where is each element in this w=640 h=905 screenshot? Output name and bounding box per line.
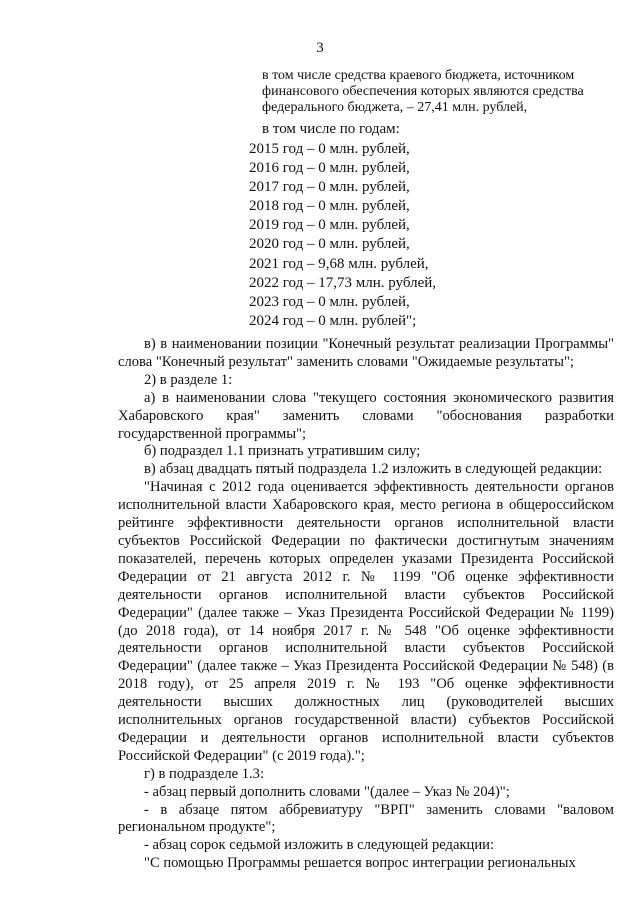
year-item: 2022 год – 17,73 млн. рублей, <box>249 274 437 291</box>
year-item: 2019 год – 0 млн. рублей, <box>249 217 410 234</box>
year-item: 2015 год – 0 млн. рублей, <box>249 141 410 157</box>
paragraph: "С помощью Программы решается вопрос интеграции региональных <box>144 855 576 872</box>
paragraph: - абзац сорок седьмой изложить в следующей редакции: <box>144 837 495 854</box>
paragraph: г) в подразделе 1.3: <box>144 765 265 782</box>
page-number: 3 <box>316 40 324 56</box>
paragraph: "Начиная с 2012 года оценивается эффективность деятельности органов исполнительной власти Хабаровского края, место региона в общероссийском рейтинге эффективности деятельности органов исполнительной власти субъектов Российской Федерации по фактически достигнутым значениям показателей, перечень которых определен указами Президента Российской Федерации от 21 августа 2012 г. № 1199 "Об оценке эффективности деятельности органов исполнительной власти субъектов Российской Федерации" (далее также – Указ Президента Российской Федерации № 1199) (до 2018 года), от 14 ноября 2017 г. № 548 "Об оценке эффективности деятельности органов исполнительной власти субъектов Российской Федерации" (далее также – Указ Президента Российской Федерации № 548) (в 2018 году), от 25 апреля 2019 г. № 193 "Об оценке эффективности деятельности высших должностных лиц (руководителей высших исполнительных органов государственной власти) субъектов Российской Федерации и деятельности органов исполнительной власти субъектов Российской Федерации" (с 2019 года)."; <box>118 479 614 764</box>
year-item: 2021 год – 9,68 млн. рублей, <box>249 255 429 272</box>
paragraph: б) подраздел 1.1 признать утратившим силу; <box>144 443 421 460</box>
year-item: 2016 год – 0 млн. рублей, <box>249 160 410 177</box>
year-item: 2018 год – 0 млн. рублей, <box>249 198 410 215</box>
year-item: 2023 год – 0 млн. рублей, <box>249 293 410 310</box>
paragraph: 2) в разделе 1: <box>144 371 233 388</box>
year-item: 2017 год – 0 млн. рублей, <box>249 179 410 196</box>
year-list <box>249 140 436 331</box>
year-item: 2020 год – 0 млн. рублей, <box>249 236 410 253</box>
paragraph: а) в наименовании слова "текущего состояния экономического развития Хабаровского края" заменить словами "обоснования разработки государственной программы"; <box>118 389 614 442</box>
paragraph: в) в наименовании позиции "Конечный результат реализации Программы" слова "Конечный результат" заменить словами "Ожидаемые результаты"; <box>118 336 614 370</box>
paragraph: - абзац первый дополнить словами "(далее – Указ № 204)"; <box>144 783 510 800</box>
funding-paragraph: в том числе средства краевого бюджета, источником финансового обеспечения которых являются средства федерального бюджета, – 27,41 млн. рублей, <box>262 68 584 115</box>
main-text <box>118 336 614 873</box>
by-years-label: в том числе по годам: <box>262 121 400 137</box>
paragraph: - в абзаце пятом аббревиатуру "ВРП" заменить словами "валовом региональном продукте"; <box>118 801 614 836</box>
year-item: 2024 год – 0 млн. рублей"; <box>249 312 417 329</box>
paragraph: в) абзац двадцать пятый подраздела 1.2 изложить в следующей редакции: <box>144 461 603 478</box>
